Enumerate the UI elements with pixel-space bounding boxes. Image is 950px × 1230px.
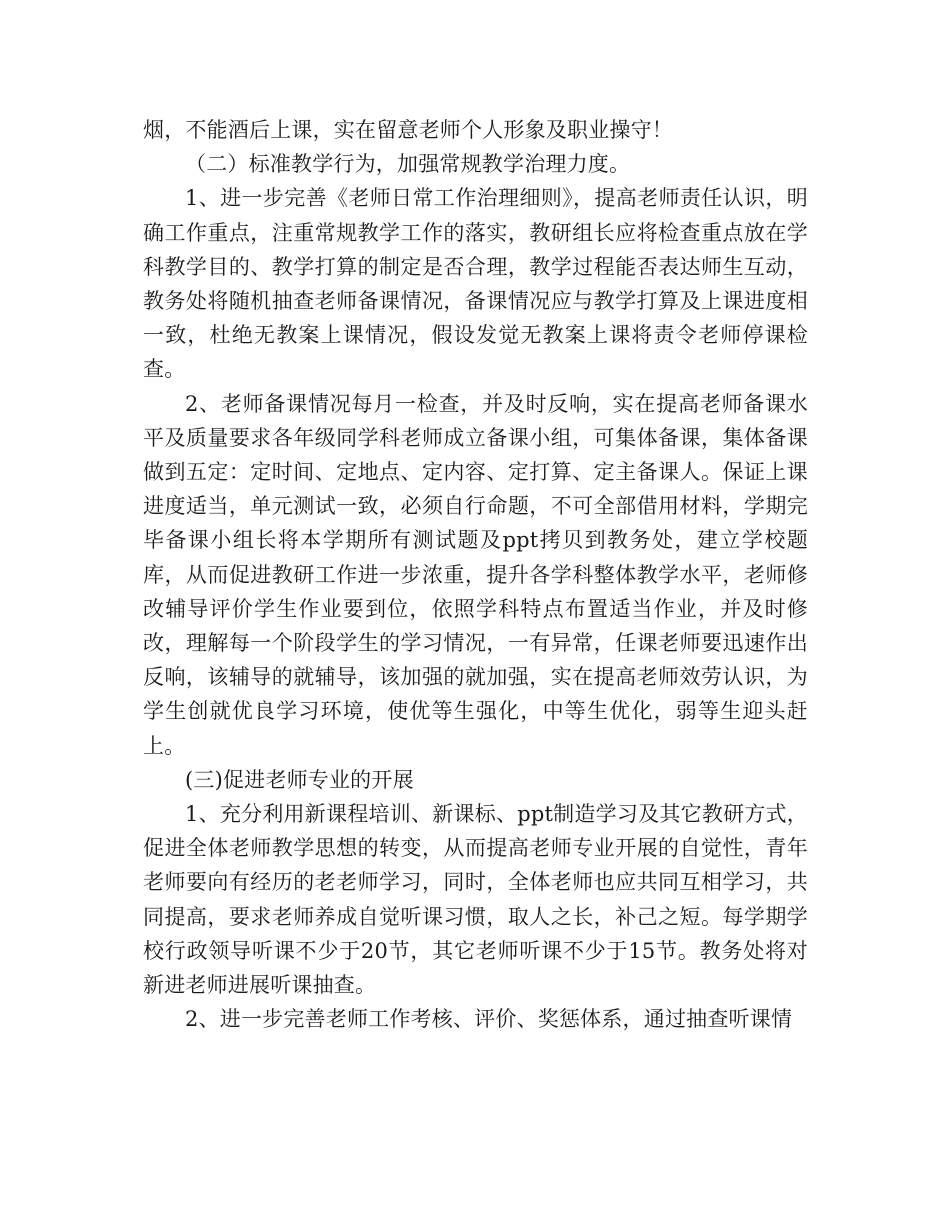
section-heading-3: (三)促进老师专业的开展	[185, 767, 414, 792]
document-body	[143, 113, 808, 1036]
section-heading-2: （二）标准教学行为，加强常规教学治理力度。	[185, 152, 631, 177]
paragraph-continuation: 烟，不能酒后上课，实在留意老师个人形象及职业操守！	[143, 118, 673, 142]
paragraph-item-2: 2、老师备课情况每月一检查，并及时反响，实在提高老师备课水平及质量要求各年级同学科老师成立备课小组，可集体备课，集体备课做到五定：定时间、定地点、定内容、定打算、定主备课人。保证上课进度适当，单元测试一致，必须自行命题，不可全部借用材料，学期完毕备课小组长将本学期所有测试题及ppt拷贝到教务处，建立学校题库，从而促进教研工作进一步浓重，提升各学科整体教学水平，老师修改辅导评价学生作业要到位，依照学科特点布置适当作业，并及时修改，理解每一个阶段学生的学习情况，一有异常，任课老师要迅速作出反响，该辅导的就辅导，该加强的就加强，实在提高老师效劳认识，为学生创就优良学习环境，使优等生强化，中等生优化，弱等生迎头赶上。	[143, 391, 808, 758]
paragraph-item-3: 1、充分利用新课程培训、新课标、ppt制造学习及其它教研方式，促进全体老师教学思想的转变，从而提高老师专业开展的自觉性，青年老师要向有经历的老老师学习，同时，全体老师也应共同互相学习，共同提高，要求老师养成自觉听课习惯，取人之长，补己之短。每学期学校行政领导听课不少于20节，其它老师听课不少于15节。教务处将对新进老师进展听课抽查。	[143, 802, 808, 998]
paragraph-item-1: 1、进一步完善《老师日常工作治理细则》，提高老师责任认识，明确工作重点，注重常规教学工作的落实，教研组长应将检查重点放在学科教学目的、教学打算的制定是否合理，教学过程能否表达师生互动，教务处将随机抽查老师备课情况，备课情况应与教学打算及上课进度相一致，杜绝无教案上课情况，假设发觉无教案上课将责令老师停课检查。	[143, 186, 808, 382]
paragraph-item-4: 2、进一步完善老师工作考核、评价、奖惩体系，通过抽查听课情	[185, 1007, 793, 1032]
